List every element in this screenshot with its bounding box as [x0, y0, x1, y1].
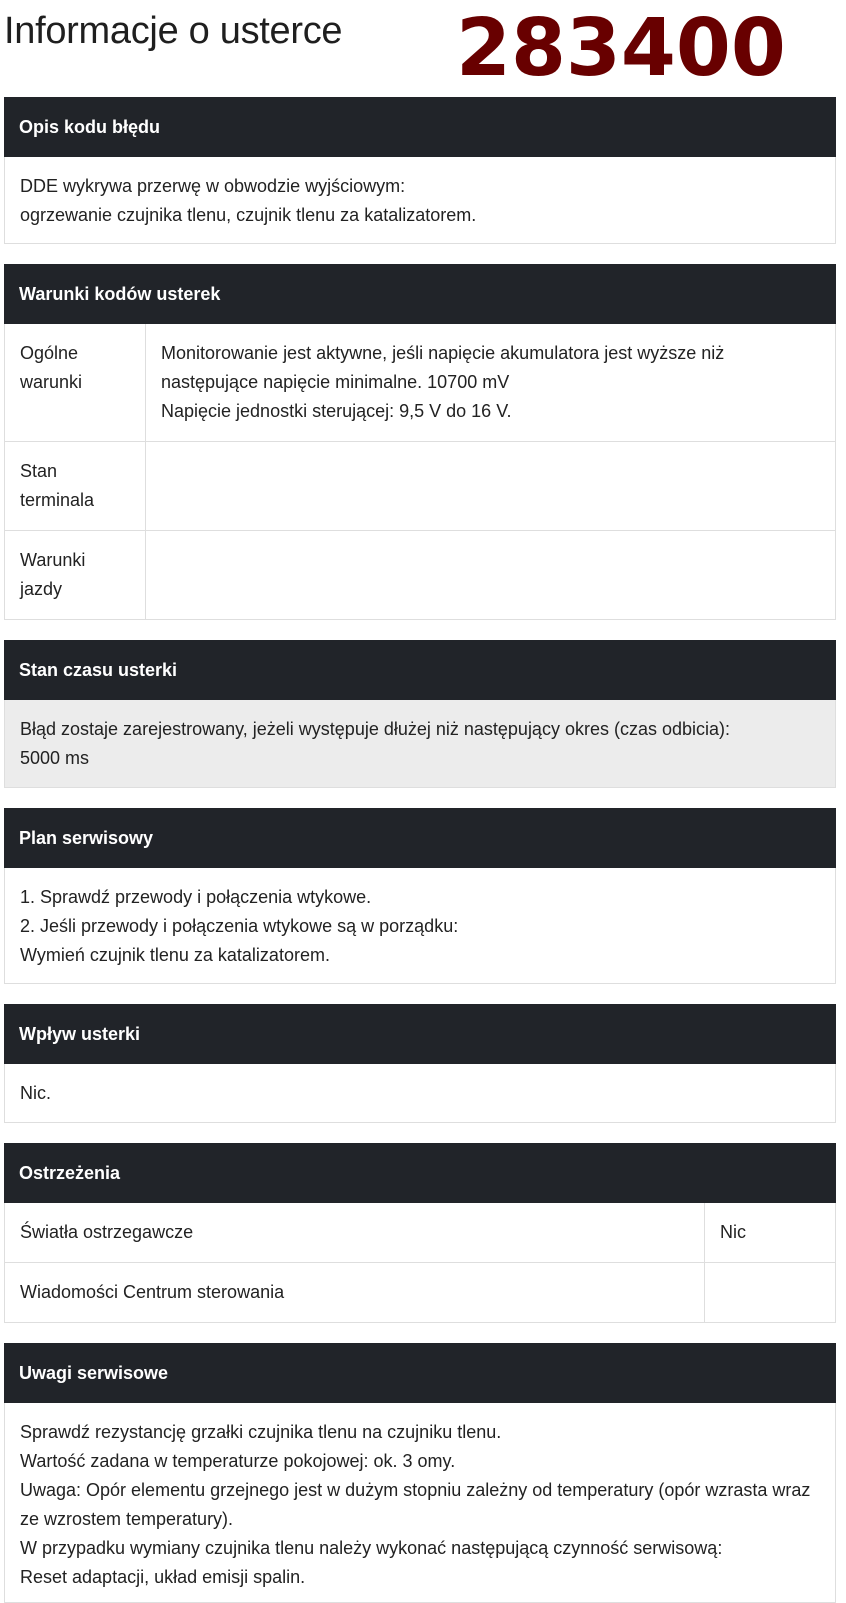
table-row — [5, 442, 836, 531]
page-title: Informacje o usterce — [4, 10, 343, 52]
text-line: DDE wykrywa przerwę w obwodzie wyjściowym: — [20, 176, 406, 196]
section-heading: Plan serwisowy — [4, 808, 836, 868]
fault-time-body — [4, 700, 836, 788]
page-header — [0, 0, 846, 97]
service-notes-section — [4, 1343, 836, 1603]
text-line: Monitorowanie jest aktywne, jeśli napięcie akumulatora jest wyższe niż następujące napięcie minimalne. 10700 mV — [161, 343, 725, 392]
text-line: Sprawdź rezystancję grzałki czujnika tlenu na czujniku tlenu. — [20, 1422, 502, 1442]
table-row — [5, 324, 836, 442]
text-line: ogrzewanie czujnika tlenu, czujnik tlenu za katalizatorem. — [20, 205, 477, 225]
fault-time-section — [4, 640, 836, 788]
row-label: Światła ostrzegawcze — [5, 1203, 705, 1263]
row-value — [705, 1263, 836, 1323]
row-label: Wiadomości Centrum sterowania — [5, 1263, 705, 1323]
text-line: W przypadku wymiany czujnika tlenu należy wykonać następującą czynność serwisową: — [20, 1538, 723, 1558]
fault-description-body — [4, 157, 836, 244]
service-plan-section — [4, 808, 836, 984]
table-row — [5, 1203, 836, 1263]
section-heading: Warunki kodów usterek — [4, 264, 836, 324]
text-line: Uwaga: Opór elementu grzejnego jest w dużym stopniu zależny od temperatury (opór wzrasta wraz ze wzrostem temperatury). — [20, 1480, 811, 1529]
text-line: Nic. — [20, 1083, 51, 1103]
row-value — [146, 531, 836, 620]
warnings-table — [4, 1203, 836, 1323]
fault-effect-body — [4, 1064, 836, 1123]
row-value — [146, 324, 836, 442]
fault-description-section — [4, 97, 836, 244]
section-heading: Opis kodu błędu — [4, 97, 836, 157]
table-row — [5, 1263, 836, 1323]
fault-conditions-section — [4, 264, 836, 620]
service-notes-body — [4, 1403, 836, 1603]
section-heading: Wpływ usterki — [4, 1004, 836, 1064]
section-heading: Stan czasu usterki — [4, 640, 836, 700]
text-line: 2. Jeśli przewody i połączenia wtykowe są w porządku: — [20, 916, 459, 936]
fault-code-number: 283400 — [456, 2, 786, 94]
service-plan-body — [4, 868, 836, 984]
text-line: Napięcie jednostki sterującej: 9,5 V do 16 V. — [161, 401, 512, 421]
row-value: Nic — [705, 1203, 836, 1263]
section-heading: Ostrzeżenia — [4, 1143, 836, 1203]
row-label: Stan terminala — [5, 442, 146, 531]
table-row — [5, 531, 836, 620]
row-value — [146, 442, 836, 531]
fault-effect-section — [4, 1004, 836, 1123]
fault-conditions-table — [4, 324, 836, 620]
text-line: Reset adaptacji, układ emisji spalin. — [20, 1567, 306, 1587]
text-line: Błąd zostaje zarejestrowany, jeżeli występuje dłużej niż następujący okres (czas odbicia): — [20, 719, 731, 739]
warnings-section — [4, 1143, 836, 1323]
section-heading: Uwagi serwisowe — [4, 1343, 836, 1403]
text-line: Wymień czujnik tlenu za katalizatorem. — [20, 945, 330, 965]
row-label: Ogólne warunki — [5, 324, 146, 442]
text-line: Wartość zadana w temperaturze pokojowej: ok. 3 omy. — [20, 1451, 456, 1471]
text-line: 1. Sprawdź przewody i połączenia wtykowe. — [20, 887, 372, 907]
text-line: 5000 ms — [20, 748, 90, 768]
row-label: Warunki jazdy — [5, 531, 146, 620]
